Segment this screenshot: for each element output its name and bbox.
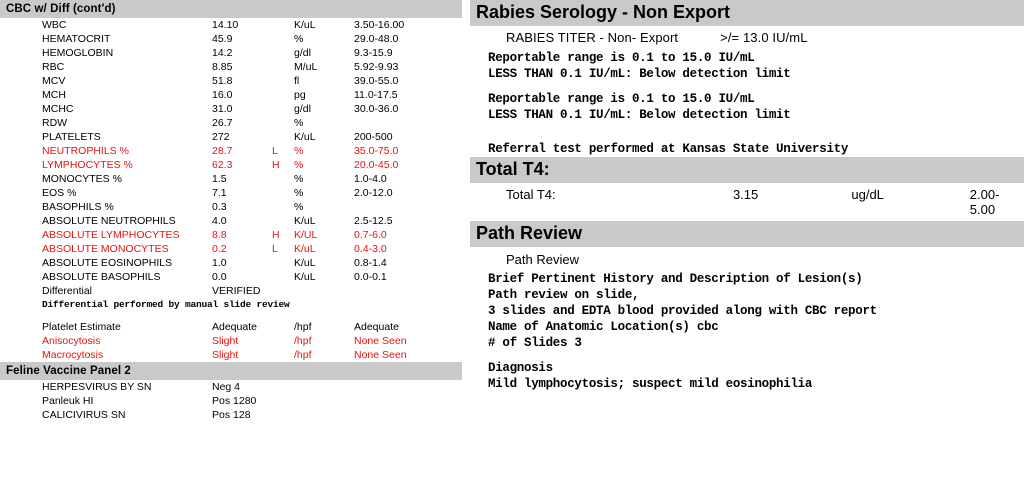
cbc-results-table [0, 18, 462, 362]
analyte-reference-range: 2.5-12.5 [354, 215, 393, 227]
total-t4-value: 3.15 [732, 187, 759, 202]
analyte-flag [272, 18, 294, 32]
analyte-value: Slight [212, 349, 239, 361]
analyte-unit: fl [294, 75, 300, 87]
analyte-unit: M/uL [294, 61, 318, 73]
analyte-unit: K/UL [294, 229, 318, 241]
analyte-reference-range: Adequate [354, 321, 399, 333]
analyte-reference-range: 0.7-6.0 [354, 229, 387, 241]
analyte-flag [272, 284, 294, 298]
analyte-reference-range [354, 200, 462, 214]
path-review-blank-line [470, 351, 1024, 360]
analyte-value: 14.2 [212, 47, 233, 59]
analyte-name: Anisocytosis [42, 335, 101, 347]
analyte-unit: K/uL [294, 215, 316, 227]
analyte-reference-range: 0.0-0.1 [354, 271, 387, 283]
table-row [0, 32, 462, 46]
analyte-name: Panleuk HI [42, 395, 94, 407]
analyte-name: NEUTROPHILS % [42, 145, 129, 157]
analyte-unit: g/dl [294, 103, 311, 115]
path-review-line: Name of Anatomic Location(s) cbc [488, 320, 719, 334]
path-review-subtitle: Path Review [506, 252, 579, 267]
analyte-flag [272, 102, 294, 116]
analyte-reference-range: 5.92-9.93 [354, 61, 399, 73]
path-review-line: Diagnosis [488, 361, 553, 375]
analyte-reference-range: 29.0-48.0 [354, 33, 399, 45]
analyte-value: 14.10 [212, 19, 239, 31]
analyte-unit: % [294, 187, 304, 199]
analyte-flag [272, 348, 294, 362]
analyte-name: MCV [42, 75, 66, 87]
analyte-value: 272 [212, 131, 230, 143]
analyte-unit: K/uL [294, 131, 316, 143]
analyte-reference-range: 3.50-16.00 [354, 19, 405, 31]
analyte-value: 1.0 [212, 257, 227, 269]
analyte-reference-range: 30.0-36.0 [354, 103, 399, 115]
rabies-titer-row [470, 26, 1024, 50]
table-row [0, 18, 462, 32]
analyte-name: PLATELETS [42, 131, 101, 143]
analyte-flag [272, 116, 294, 130]
analyte-name: WBC [42, 19, 67, 31]
analyte-flag [272, 320, 294, 334]
path-review-line: 3 slides and EDTA blood provided along with CBC report [488, 304, 877, 318]
analyte-reference-range: 39.0-55.0 [354, 75, 399, 87]
path-review-body [470, 271, 1024, 392]
total-t4-range: 2.00-5.00 [969, 187, 1000, 217]
analyte-reference-range: 9.3-15.9 [354, 47, 393, 59]
section-header-feline-vaccine-panel: Feline Vaccine Panel 2 [0, 362, 462, 380]
analyte-reference-range [354, 408, 462, 422]
rabies-line: Reportable range is 0.1 to 15.0 IU/mL [488, 92, 755, 106]
table-row [0, 284, 462, 298]
analyte-value: 7.1 [212, 187, 227, 199]
analyte-value: Pos 128 [212, 409, 251, 421]
analyte-unit [294, 284, 354, 298]
analyte-reference-range [354, 116, 462, 130]
table-row [0, 46, 462, 60]
analyte-reference-range: None Seen [354, 335, 407, 347]
analyte-unit: K/uL [294, 257, 316, 269]
analyte-value: Neg 4 [212, 381, 241, 393]
analyte-unit: K/uL [294, 243, 316, 255]
row-spacer [0, 311, 462, 320]
analyte-unit [294, 394, 354, 408]
analyte-reference-range: 1.0-4.0 [354, 173, 387, 185]
analyte-value: 45.9 [212, 33, 233, 45]
analyte-reference-range [354, 380, 462, 394]
table-row [0, 158, 462, 172]
analyte-flag [272, 32, 294, 46]
analyte-value: Slight [212, 335, 239, 347]
table-row [0, 334, 462, 348]
analyte-value: 0.0 [212, 271, 227, 283]
rabies-titer-value: >/= 13.0 IU/mL [720, 30, 808, 45]
analyte-flag [272, 60, 294, 74]
analyte-name: ABSOLUTE LYMPHOCYTES [42, 229, 180, 241]
analyte-value: 8.85 [212, 61, 233, 73]
section-header-cbc: CBC w/ Diff (cont'd) [0, 0, 462, 18]
analyte-flag [272, 172, 294, 186]
table-row [0, 88, 462, 102]
differential-note: Differential performed by manual slide review [42, 299, 290, 310]
analyte-unit: pg [294, 89, 306, 101]
analyte-flag [272, 88, 294, 102]
analyte-value: VERIFIED [212, 285, 261, 297]
rabies-block [470, 26, 1024, 157]
analyte-flag [272, 256, 294, 270]
analyte-name: Differential [42, 285, 92, 297]
analyte-reference-range: 0.8-1.4 [354, 257, 387, 269]
analyte-value: 26.7 [212, 117, 233, 129]
table-row [0, 242, 462, 256]
analyte-name: ABSOLUTE NEUTROPHILS [42, 215, 176, 227]
analyte-flag [272, 186, 294, 200]
total-t4-unit: ug/dL [851, 187, 884, 202]
table-row [0, 256, 462, 270]
table-row [0, 186, 462, 200]
analyte-reference-range: 2.0-12.0 [354, 187, 393, 199]
analyte-name: ABSOLUTE EOSINOPHILS [42, 257, 173, 269]
analyte-name: MCHC [42, 103, 74, 115]
rabies-blank-line [470, 132, 1024, 141]
analyte-value: 51.8 [212, 75, 233, 87]
analyte-value: 0.2 [212, 243, 227, 255]
analyte-value: Adequate [212, 321, 257, 333]
analyte-flag [272, 270, 294, 284]
analyte-reference-range: None Seen [354, 349, 407, 361]
analyte-reference-range: 0.4-3.0 [354, 243, 387, 255]
analyte-name: EOS % [42, 187, 77, 199]
analyte-flag [272, 74, 294, 88]
rabies-line: LESS THAN 0.1 IU/mL: Below detection limit [488, 108, 791, 122]
analyte-flag [272, 394, 294, 408]
analyte-value: 0.3 [212, 201, 227, 213]
total-t4-label: Total T4: [506, 187, 556, 202]
table-row [0, 228, 462, 242]
analyte-flag [272, 380, 294, 394]
analyte-reference-range: 20.0-45.0 [354, 159, 399, 171]
analyte-value: 1.5 [212, 173, 227, 185]
analyte-unit: K/uL [294, 19, 316, 31]
table-row [0, 270, 462, 284]
analyte-value: 4.0 [212, 215, 227, 227]
analyte-unit: % [294, 173, 304, 185]
row-spacer-cell [0, 311, 462, 320]
analyte-unit [294, 408, 354, 422]
analyte-name: HEMOGLOBIN [42, 47, 114, 59]
rabies-line: LESS THAN 0.1 IU/mL: Below detection limit [488, 67, 791, 81]
table-row [0, 214, 462, 228]
analyte-unit: % [294, 145, 304, 157]
analyte-flag [272, 200, 294, 214]
analyte-value: Pos 1280 [212, 395, 257, 407]
analyte-unit: % [294, 117, 304, 129]
path-review-line: Mild lymphocytosis; suspect mild eosinophilia [488, 377, 813, 391]
analyte-flag: L [272, 145, 278, 157]
table-row [0, 144, 462, 158]
section-header-path-review: Path Review [470, 221, 1024, 247]
table-row [0, 394, 462, 408]
analyte-name: Macrocytosis [42, 349, 104, 361]
analyte-unit: K/uL [294, 271, 316, 283]
table-row [0, 102, 462, 116]
table-row [0, 320, 462, 334]
analyte-reference-range: 11.0-17.5 [354, 89, 398, 101]
analyte-name: CALICIVIRUS SN [42, 409, 126, 421]
analyte-name: Platelet Estimate [42, 321, 121, 333]
analyte-name: MCH [42, 89, 66, 101]
table-row [0, 74, 462, 88]
analyte-value: 16.0 [212, 89, 233, 101]
differential-note-row [0, 298, 462, 311]
right-column [470, 0, 1024, 485]
path-review-line: Brief Pertinent History and Description of Lesion(s) [488, 272, 863, 286]
rabies-titer-label: RABIES TITER - Non- Export [506, 30, 679, 45]
analyte-name: RDW [42, 117, 68, 129]
analyte-unit: % [294, 159, 304, 171]
table-row [0, 60, 462, 74]
analyte-unit [294, 380, 354, 394]
analyte-flag [272, 334, 294, 348]
analyte-unit: /hpf [294, 321, 312, 333]
table-row [0, 408, 462, 422]
analyte-name: HERPESVIRUS BY SN [42, 381, 152, 393]
analyte-flag [272, 130, 294, 144]
table-row [0, 172, 462, 186]
table-row [0, 130, 462, 144]
path-review-line: # of Slides 3 [488, 336, 582, 350]
rabies-line: Referral test performed at Kansas State University [488, 142, 849, 156]
analyte-flag [272, 46, 294, 60]
analyte-name: ABSOLUTE MONOCYTES [42, 243, 169, 255]
section-header-total-t4: Total T4: [470, 157, 1024, 183]
vaccine-results-table [0, 380, 462, 422]
analyte-name: ABSOLUTE BASOPHILS [42, 271, 161, 283]
rabies-blank-line [470, 82, 1024, 91]
analyte-flag [272, 214, 294, 228]
analyte-name: RBC [42, 61, 65, 73]
table-row [0, 380, 462, 394]
analyte-flag: L [272, 243, 278, 255]
analyte-unit: /hpf [294, 349, 312, 361]
total-t4-row [470, 183, 1024, 221]
analyte-reference-range [354, 394, 462, 408]
analyte-name: LYMPHOCYTES % [42, 159, 133, 171]
analyte-unit: /hpf [294, 335, 312, 347]
analyte-name: BASOPHILS % [42, 201, 114, 213]
analyte-name: HEMATOCRIT [42, 33, 111, 45]
table-row [0, 116, 462, 130]
table-row [0, 200, 462, 214]
analyte-value: 31.0 [212, 103, 233, 115]
analyte-reference-range: 200-500 [354, 131, 393, 143]
rabies-line: Reportable range is 0.1 to 15.0 IU/mL [488, 51, 755, 65]
analyte-name: MONOCYTES % [42, 173, 122, 185]
analyte-flag: H [272, 159, 280, 171]
analyte-unit: % [294, 201, 304, 213]
analyte-unit: % [294, 33, 304, 45]
left-column [0, 0, 462, 485]
analyte-reference-range [354, 284, 462, 298]
analyte-value: 8.8 [212, 229, 227, 241]
analyte-flag [272, 408, 294, 422]
analyte-value: 28.7 [212, 145, 233, 157]
section-header-rabies-serology: Rabies Serology - Non Export [470, 0, 1024, 26]
analyte-unit: g/dl [294, 47, 311, 59]
analyte-flag: H [272, 229, 280, 241]
rabies-blank-line [470, 123, 1024, 132]
path-review-line: Path review on slide, [488, 288, 640, 302]
table-row [0, 348, 462, 362]
analyte-reference-range: 35.0-75.0 [354, 145, 399, 157]
analyte-value: 62.3 [212, 159, 233, 171]
